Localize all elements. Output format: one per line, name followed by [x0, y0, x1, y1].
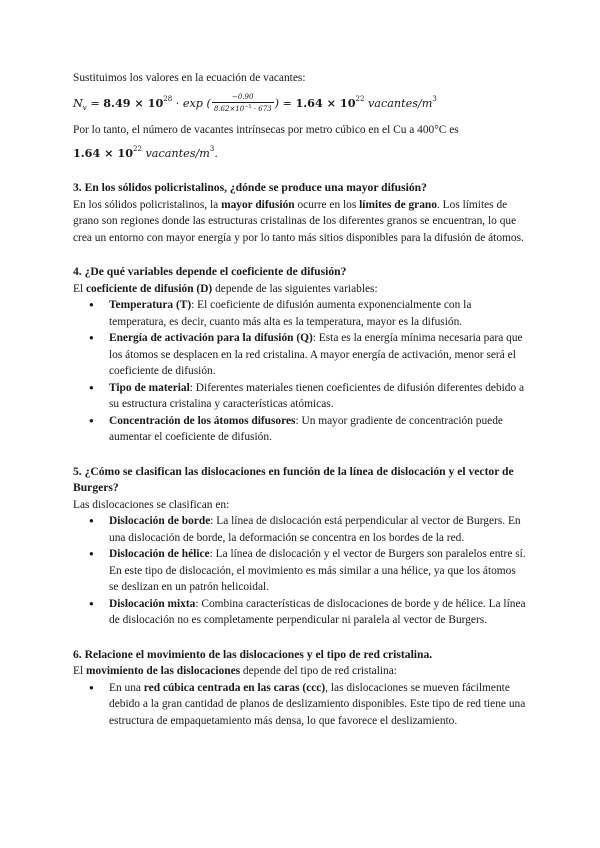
- exponent-fraction: $\frac{-0.90}{8.62\times 10^{-5} \cdot 673}$: [213, 93, 272, 113]
- list-item: ● En una red cúbica centrada en las caras (ccc), las dislocaciones se mueven fácilmente debido a la gran cantidad de planos de deslizamiento disponibles. Este tipo de red tiene una estructura de empaquetamiento más densa, lo que favorece el deslizamiento.: [109, 680, 528, 730]
- section-5-heading: 5. ¿Cómo se clasifican las dislocaciones en función de la línea de dislocación y el vector de Burgers?: [73, 464, 514, 495]
- intro-text: Sustituimos los valores en la ecuación de vacantes:: [73, 72, 306, 84]
- section-4-heading: 4. ¿De qué variables depende el coeficiente de difusión?: [73, 265, 347, 279]
- list-item: ● Dislocación mixta: Combina características de dislocaciones de borde y de hélice. La línea de dislocación no es completamente perpendicular ni paralela al vector de Burgers.: [109, 596, 528, 629]
- section-3-heading: 3. En los sólidos policristalinos, ¿dónde se produce una mayor difusión?: [73, 181, 427, 195]
- section-6-heading: 6. Relacione el movimiento de las dislocaciones y el tipo de red cristalina.: [73, 647, 433, 661]
- document-body: [73, 70, 528, 729]
- result-equation: $1.64 \times 10^{22}$ vacantes/$m^3$.: [73, 144, 218, 160]
- list-item: ● Temperatura (T): El coeficiente de difusión aumenta exponencialmente con la temperatura, es decir, cuanto más alta es la temperatura, mayor es la difusión.: [109, 297, 528, 330]
- section-4-intro: El coeficiente de difusión (D) depende de las siguientes variables:: [73, 282, 378, 295]
- list-item: ● Dislocación de hélice: La línea de dislocación y el vector de Burgers son paralelos entre sí. En este tipo de dislocación, el movimiento es más similar a una hélice, ya que los átomos se deslizan en un patrón helicoidal.: [109, 546, 528, 596]
- list-item: ● Dislocación de borde: La línea de dislocación está perpendicular al vector de Burgers. En una dislocación de borde, la deformación se concentra en los bordes de la red.: [109, 513, 528, 546]
- section-5-intro: Las dislocaciones se clasifican en:: [73, 498, 230, 511]
- section-6-intro: El movimiento de las dislocaciones depende del tipo de red cristalina:: [73, 665, 397, 678]
- list-item: ● Concentración de los átomos difusores: Un mayor gradiente de concentración puede aumentar el coeficiente de difusión.: [109, 413, 528, 446]
- section-6-list: [73, 680, 528, 730]
- list-item: ● Energía de activación para la difusión (Q): Esta es la energía mínima necesaria para que los átomos se desplacen en la red cristalina. A mayor energía de activación, menor será el coeficiente de difusión.: [109, 330, 528, 380]
- section-3-paragraph: En los sólidos policristalinos, la mayor difusión ocurre en los límites de grano. Los límites de grano son regiones donde las estructuras cristalinas de los diferentes granos se encuentran, lo que crea un entorno con mayor energía y por lo tanto más sitios disponibles para la difusión de átomos.: [73, 198, 524, 244]
- section-5-list: [73, 513, 528, 629]
- section-4-list: [73, 297, 528, 446]
- conclusion-text: Por lo tanto, el número de vacantes intrínsecas por metro cúbico en el Cu a 400°C es: [73, 124, 459, 137]
- vacancy-equation: $N_v = 8.49 \times 10^{28} \cdot \exp$ ( $\frac{-0.90}{8.62\times 10^{-5} \cdot 673}$ ) = $1.64 \times 10^{22}$ vacantes/$m^3$: [73, 93, 437, 113]
- list-item: ● Tipo de material: Diferentes materiales tienen coeficientes de difusión diferentes debido a su estructura cristalina y características atómicas.: [109, 380, 528, 413]
